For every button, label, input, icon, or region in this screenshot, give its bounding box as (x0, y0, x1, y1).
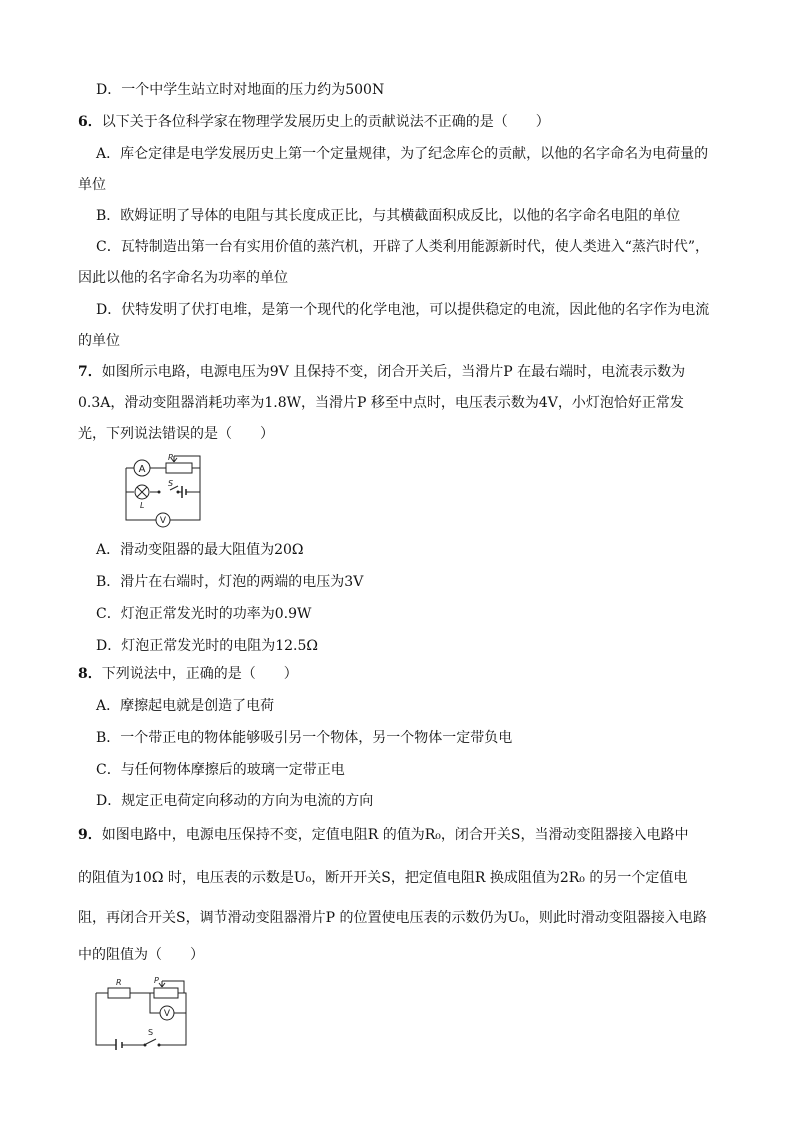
q9-switch-label: S (148, 1028, 154, 1037)
q9-wire-outer (96, 993, 116, 1045)
q9-switch-contact-2 (158, 1044, 161, 1047)
q9-resistor-label: R (116, 978, 122, 987)
q9-voltmeter-label: V (163, 1009, 171, 1019)
q6-option-c-line2: 因此以他的名字命名为功率的单位 (78, 270, 288, 286)
q7-switch-contact (158, 491, 161, 494)
q9-resistor (108, 988, 130, 998)
q7-ammeter-label: A (138, 464, 146, 475)
q6-option-a-line1: A．库仑定律是电学发展历史上第一个定量规律，为了纪念库仑的贡献，以他的名字命名为电荷量的 (96, 146, 709, 162)
q9-circuit-figure (92, 975, 192, 1050)
q7-stem-line2: 0.3A，滑动变阻器消耗功率为1.8W，当滑片P 移至中点时，电压表示数为4V，小灯泡恰好正常发 (78, 395, 684, 411)
q7-stem-line3: 光，下列说法错误的是（ ） (78, 426, 274, 442)
q6-stem-line (78, 112, 550, 132)
q9-battery (116, 1039, 122, 1050)
q7-stem-line1 (78, 362, 685, 382)
q7-slider-label: P (168, 453, 173, 462)
q9-stem-line2: 的阻值为10Ω 时，电压表的示数是U₀，断开开关S，把定值电阻R 换成阻值为2R₀ 的另一个定值电 (78, 870, 688, 886)
q8-stem: 下列说法中，正确的是（ ） (101, 666, 298, 682)
q6-option-a-line2: 单位 (78, 177, 106, 193)
q7-battery (182, 486, 186, 498)
q9-stem-1: 如图电路中，电源电压保持不变，定值电阻R 的值为R₀，闭合开关S，当滑动变阻器接入电路中 (101, 827, 689, 843)
q6-stem: 以下关于各位科学家在物理学发展历史上的贡献说法不正确的是（ ） (101, 114, 550, 130)
q7-rheostat (166, 463, 192, 473)
q8-stem-line (78, 664, 298, 684)
q7-option-a: A．滑动变阻器的最大阻值为20Ω (96, 542, 304, 558)
q7-option-d: D．灯泡正常发光时的电阻为12.5Ω (96, 638, 319, 654)
q7-option-c: C．灯泡正常发光时的功率为0.9W (96, 606, 312, 622)
q7-circuit-figure (118, 452, 238, 532)
q9-rheostat (154, 988, 178, 998)
q5-option-d: D．一个中学生站立时对地面的压力约为500N (96, 82, 385, 98)
q8-option-a: A．摩擦起电就是创造了电荷 (96, 698, 275, 714)
q8-option-d: D．规定正电荷定向移动的方向为电流的方向 (96, 793, 374, 809)
q8-option-b: B．一个带正电的物体能够吸引另一个物体，另一个物体一定带负电 (96, 730, 513, 746)
q9-stem-line1 (78, 825, 688, 845)
q6-option-c-line1: C．瓦特制造出第一台有实用价值的蒸汽机，开辟了人类利用能源新时代，使人类进入“蒸汽时代”， (96, 239, 710, 255)
q7-switch-contact-2 (177, 491, 180, 494)
q6-option-d-line1: D．伏特发明了伏打电堆，是第一个现代的化学电池，可以提供稳定的电流，因此他的名字作为电流 (96, 302, 710, 318)
q9-stem-line3: 阻，再闭合开关S，调节滑动变阻器滑片P 的位置使电压表的示数仍为U₀，则此时滑动变阻器接入电路 (78, 910, 707, 926)
q7-voltmeter-label: V (159, 516, 167, 526)
q9-stem-line4: 中的阻值为（ ） (78, 947, 204, 963)
q8-option-c: C．与任何物体摩擦后的玻璃一定带正电 (96, 762, 345, 778)
q7-switch-label: S (168, 479, 174, 488)
q7-lamp-label: L (140, 501, 145, 510)
q9-switch-lever (146, 1039, 156, 1044)
q7-number: 7． (78, 364, 102, 380)
q8-number: 8． (78, 666, 102, 682)
q6-option-b: B．欧姆证明了导体的电阻与其长度成正比，与其横截面积成反比，以他的名字命名电阻的单位 (96, 208, 681, 224)
q7-option-b: B．滑片在右端时，灯泡的两端的电压为3V (96, 574, 364, 590)
q7-stem-1: 如图所示电路，电源电压为9V 且保持不变，闭合开关后，当滑片P 在最右端时，电流表示数为 (101, 364, 686, 380)
q6-option-d-line2: 的单位 (78, 333, 120, 349)
q9-number: 9． (78, 827, 102, 843)
q9-slider-label: P (154, 976, 159, 985)
q6-number: 6． (78, 114, 102, 130)
